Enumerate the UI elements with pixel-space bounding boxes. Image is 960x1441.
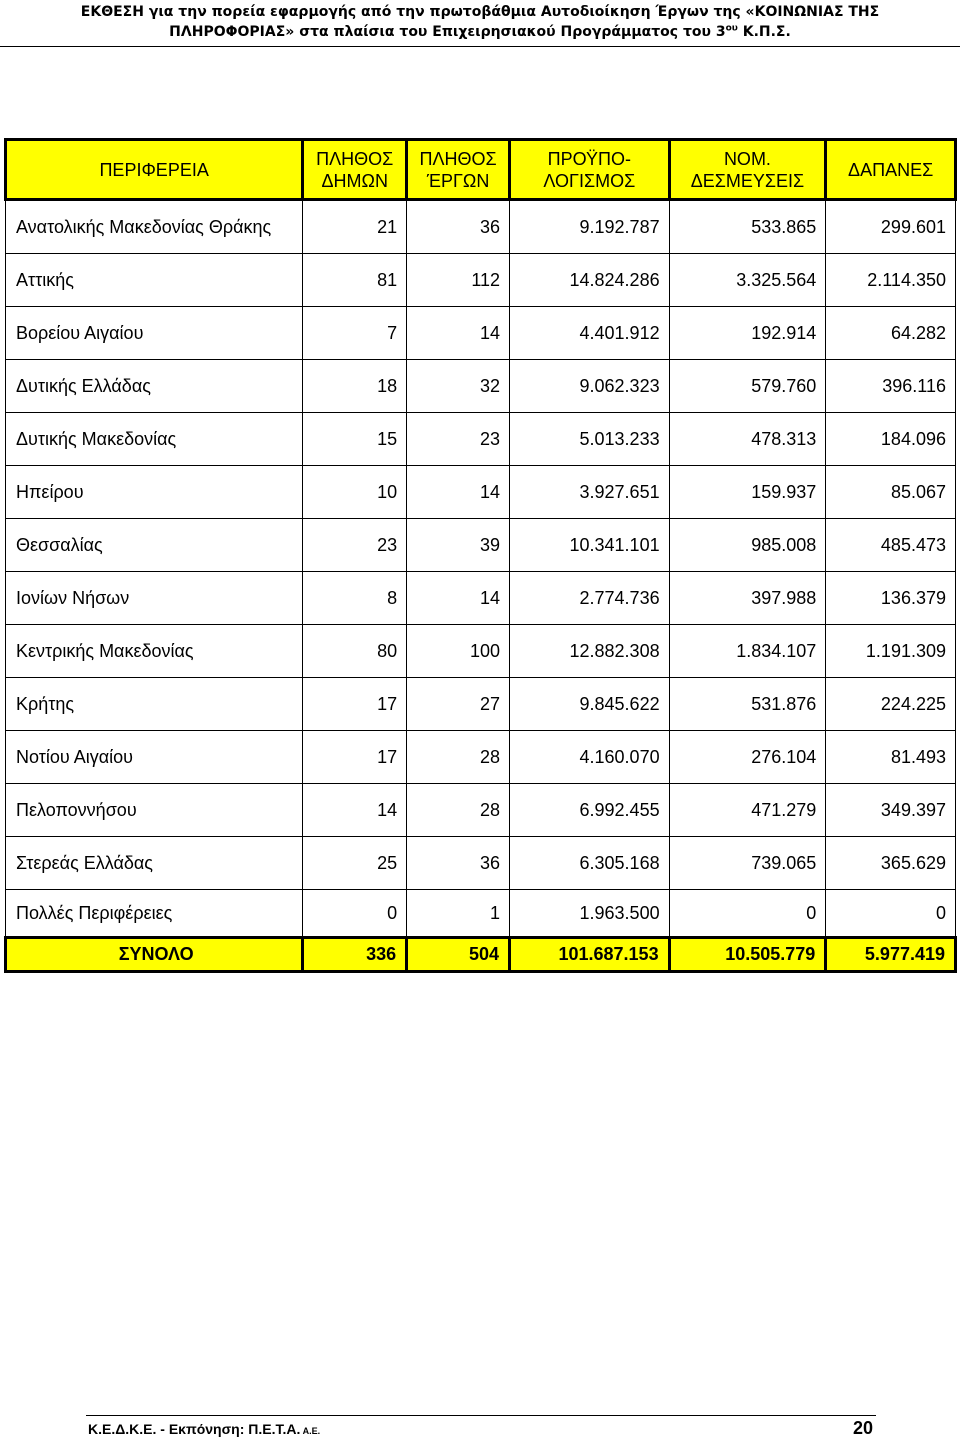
commitments-value-cell: 579.760 [669,360,826,413]
expenses-value-cell: 64.282 [826,307,956,360]
projects-count-cell: 32 [407,360,510,413]
table-body [6,200,956,972]
budget-value-cell: 2.774.736 [510,572,670,625]
commitments-value-cell: 478.313 [669,413,826,466]
expenses-value-cell: 396.116 [826,360,956,413]
expenses-value-cell: 365.629 [826,837,956,890]
expenses-value-cell: 0 [826,890,956,938]
expenses-value-cell: 2.114.350 [826,254,956,307]
projects-count-cell: 36 [407,200,510,254]
region-name-cell: Κεντρικής Μακεδονίας [6,625,303,678]
expenses-value-cell: 1.191.309 [826,625,956,678]
projects-count-cell: 36 [407,837,510,890]
commitments-value-cell: 1.834.107 [669,625,826,678]
municipalities-count-cell: 17 [303,731,407,784]
budget-value-cell: 9.062.323 [510,360,670,413]
commitments-value-cell: 397.988 [669,572,826,625]
municipalities-count-cell: 25 [303,837,407,890]
projects-count-cell: 14 [407,572,510,625]
total-municipalities-count-cell: 336 [303,938,407,972]
header-divider [0,46,960,47]
total-region-name-cell: ΣΥΝΟΛΟ [6,938,303,972]
total-expenses-value-cell: 5.977.419 [826,938,956,972]
region-name-cell: Νοτίου Αιγαίου [6,731,303,784]
municipalities-count-cell: 17 [303,678,407,731]
table-row [6,837,956,890]
table-row [6,731,956,784]
expenses-value-cell: 184.096 [826,413,956,466]
expenses-value-cell: 224.225 [826,678,956,731]
municipalities-count-cell: 80 [303,625,407,678]
municipalities-count-cell: 14 [303,784,407,837]
table-row [6,466,956,519]
region-name-cell: Ηπείρου [6,466,303,519]
table-row [6,360,956,413]
region-name-cell: Δυτικής Ελλάδας [6,360,303,413]
budget-value-cell: 9.192.787 [510,200,670,254]
region-name-cell: Στερεάς Ελλάδας [6,837,303,890]
expenses-value-cell: 85.067 [826,466,956,519]
header-line-2-end: Κ.Π.Σ. [737,24,791,40]
column-header-municipalities: ΠΛΗΘΟΣ ΔΗΜΩΝ [303,140,407,200]
header-line-2-sup: ου [725,23,738,34]
header-line-2 [0,22,960,42]
budget-value-cell: 6.305.168 [510,837,670,890]
budget-value-cell: 4.401.912 [510,307,670,360]
projects-count-cell: 100 [407,625,510,678]
commitments-value-cell: 3.325.564 [669,254,826,307]
municipalities-count-cell: 23 [303,519,407,572]
table-row [6,625,956,678]
table-row [6,200,956,254]
commitments-value-cell: 985.008 [669,519,826,572]
total-commitments-value-cell: 10.505.779 [669,938,826,972]
table-row [6,307,956,360]
budget-value-cell: 6.992.455 [510,784,670,837]
page-number: 20 [853,1418,874,1438]
municipalities-count-cell: 0 [303,890,407,938]
region-name-cell: Πολλές Περιφέρειες [6,890,303,938]
table-row [6,890,956,938]
projects-count-cell: 39 [407,519,510,572]
table-total-row [6,938,956,972]
expenses-value-cell: 299.601 [826,200,956,254]
budget-value-cell: 1.963.500 [510,890,670,938]
budget-value-cell: 12.882.308 [510,625,670,678]
commitments-value-cell: 471.279 [669,784,826,837]
region-name-cell: Βορείου Αιγαίου [6,307,303,360]
budget-value-cell: 10.341.101 [510,519,670,572]
region-name-cell: Κρήτης [6,678,303,731]
expenses-value-cell: 485.473 [826,519,956,572]
municipalities-count-cell: 8 [303,572,407,625]
commitments-value-cell: 192.914 [669,307,826,360]
expenses-value-cell: 81.493 [826,731,956,784]
table-row [6,413,956,466]
footer-credit-small: Α.Ε. [300,1426,321,1436]
column-header-region: ΠΕΡΙΦΕΡΕΙΑ [6,140,303,200]
projects-count-cell: 27 [407,678,510,731]
budget-value-cell: 3.927.651 [510,466,670,519]
table-row [6,572,956,625]
municipalities-count-cell: 21 [303,200,407,254]
commitments-value-cell: 276.104 [669,731,826,784]
projects-count-cell: 14 [407,307,510,360]
region-name-cell: Ιονίων Νήσων [6,572,303,625]
budget-value-cell: 9.845.622 [510,678,670,731]
municipalities-count-cell: 10 [303,466,407,519]
commitments-value-cell: 0 [669,890,826,938]
budget-value-cell: 4.160.070 [510,731,670,784]
commitments-value-cell: 531.876 [669,678,826,731]
footer-credit [88,1421,320,1437]
region-name-cell: Θεσσαλίας [6,519,303,572]
projects-count-cell: 23 [407,413,510,466]
projects-count-cell: 14 [407,466,510,519]
municipalities-count-cell: 18 [303,360,407,413]
municipalities-count-cell: 7 [303,307,407,360]
header-line-2-main: ΠΛΗΡΟΦΟΡΙΑΣ» στα πλαίσια του Επιχειρησιακού Προγράμματος του 3 [169,24,726,40]
table-header-row [6,140,956,200]
header-line-1: ΕΚΘΕΣΗ για την πορεία εφαρμογής από την πρωτοβάθμια Αυτοδιοίκηση Έργων της «ΚΟΙΝΩΝΙΑΣ ΤΗΣ [80,4,880,20]
commitments-value-cell: 159.937 [669,466,826,519]
budget-value-cell: 5.013.233 [510,413,670,466]
commitments-value-cell: 739.065 [669,837,826,890]
municipalities-count-cell: 15 [303,413,407,466]
footer-credit-main: Κ.Ε.Δ.Κ.Ε. - Εκπόνηση: Π.Ε.Τ.Α. [88,1421,301,1437]
column-header-commitments: ΝΟΜ. ΔΕΣΜΕΥΣΕΙΣ [669,140,826,200]
region-name-cell: Ανατολικής Μακεδονίας Θράκης [6,200,303,254]
total-budget-value-cell: 101.687.153 [510,938,670,972]
column-header-expenses: ΔΑΠΑΝΕΣ [826,140,956,200]
projects-count-cell: 28 [407,731,510,784]
table-row [6,678,956,731]
table-row [6,519,956,572]
page-header [0,0,960,46]
region-name-cell: Δυτικής Μακεδονίας [6,413,303,466]
region-name-cell: Αττικής [6,254,303,307]
expenses-value-cell: 349.397 [826,784,956,837]
municipalities-count-cell: 81 [303,254,407,307]
total-projects-count-cell: 504 [407,938,510,972]
projects-count-cell: 28 [407,784,510,837]
footer-divider [86,1415,876,1416]
region-name-cell: Πελοποννήσου [6,784,303,837]
column-header-projects: ΠΛΗΘΟΣ ΈΡΓΩΝ [407,140,510,200]
table-row [6,784,956,837]
column-header-budget: ΠΡΟΫΠΟ- ΛΟΓΙΣΜΟΣ [510,140,670,200]
projects-count-cell: 1 [407,890,510,938]
commitments-value-cell: 533.865 [669,200,826,254]
table-row [6,254,956,307]
projects-count-cell: 112 [407,254,510,307]
budget-value-cell: 14.824.286 [510,254,670,307]
expenses-value-cell: 136.379 [826,572,956,625]
regions-table [4,138,957,973]
